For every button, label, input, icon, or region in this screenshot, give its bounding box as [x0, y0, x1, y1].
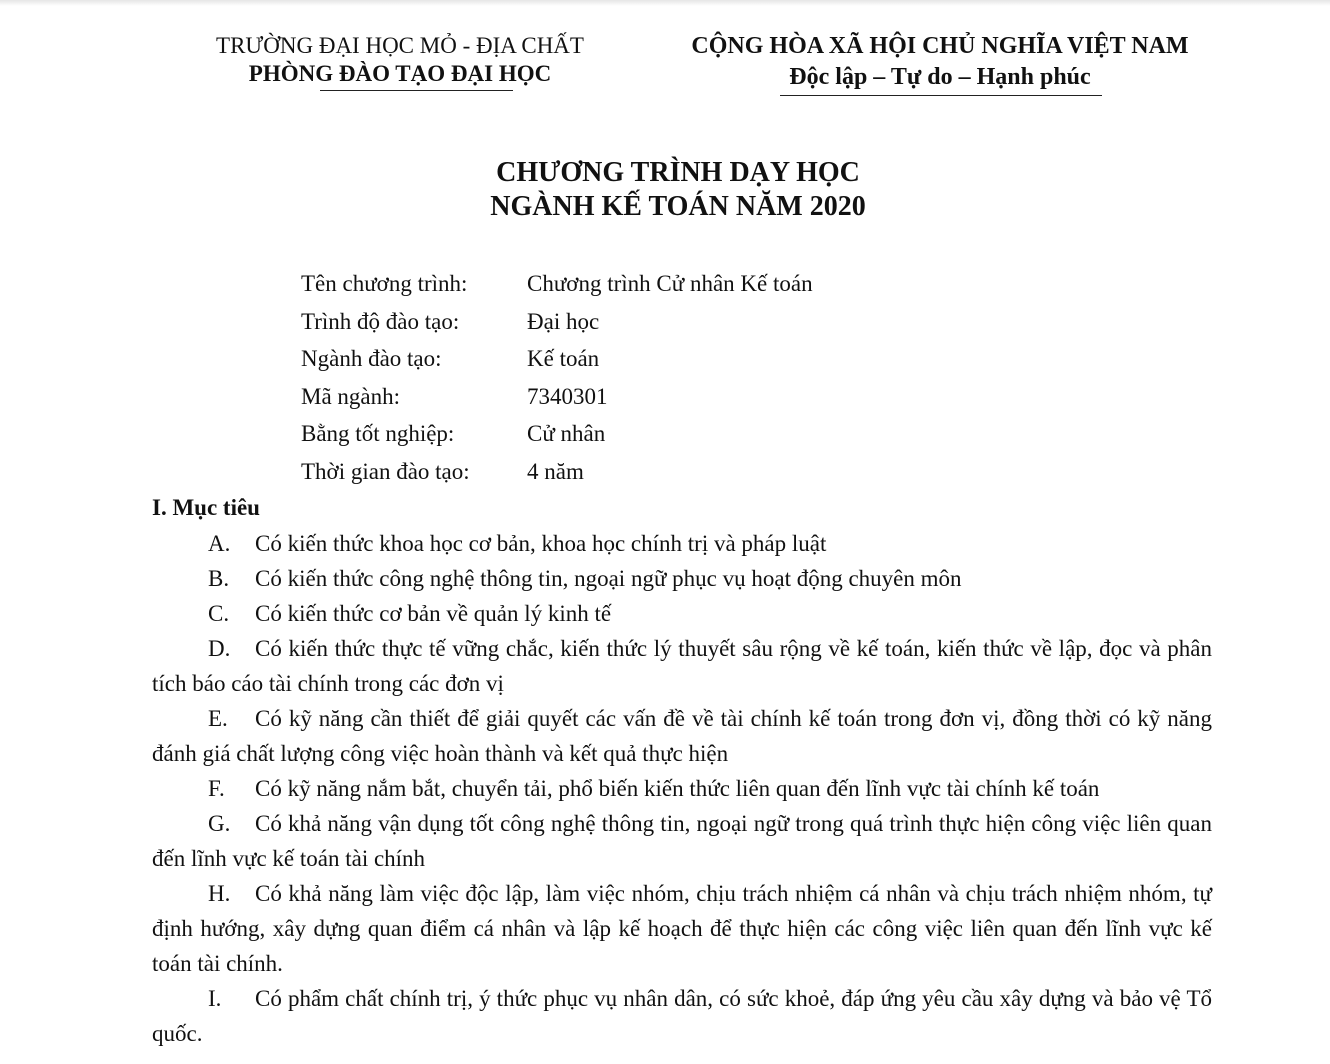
info-value: Chương trình Cử nhân Kế toán — [527, 271, 813, 296]
item-letter: I. — [208, 986, 222, 1011]
list-item — [152, 981, 1212, 1051]
department-name: PHÒNG ĐÀO TẠO ĐẠI HỌC — [248, 61, 552, 86]
item-text: Có kỹ năng nắm bắt, chuyển tải, phổ biến kiến thức liên quan đến lĩnh vực tài chính kế toán — [255, 776, 1100, 801]
info-label: Ngành đào tạo: — [301, 346, 442, 371]
item-letter: E. — [208, 706, 228, 731]
info-row — [301, 415, 813, 453]
list-item — [152, 806, 1212, 876]
info-value: Kế toán — [527, 346, 600, 371]
info-value: 4 năm — [527, 458, 584, 484]
item-letter: G. — [208, 811, 231, 836]
item-letter: F. — [208, 776, 225, 801]
program-info — [301, 265, 813, 490]
info-row — [301, 265, 813, 303]
info-label: Bằng tốt nghiệp: — [301, 421, 455, 446]
info-label: Mã ngành: — [301, 383, 401, 409]
info-value: Đại học — [527, 308, 600, 334]
item-letter: D. — [208, 636, 231, 661]
header-right-underline — [780, 95, 1102, 96]
list-item — [152, 561, 1212, 596]
document-title — [0, 156, 1330, 224]
list-item — [152, 771, 1212, 806]
list-item — [152, 596, 1212, 631]
info-row — [301, 378, 813, 416]
info-row — [301, 340, 813, 378]
item-letter: A. — [208, 531, 231, 556]
national-title: CỘNG HÒA XÃ HỘI CHỦ NGHĨA VIỆT NAM — [691, 33, 1189, 59]
objectives-list — [152, 526, 1212, 1051]
header-national — [660, 32, 1220, 94]
title-line-1: CHƯƠNG TRÌNH DẠY HỌC — [496, 157, 860, 188]
item-text: Có khả năng vận dụng tốt công nghệ thông tin, ngoại ngữ trong quá trình thực hiện công việc liên quan đến lĩnh vực kế toán tài chính — [152, 811, 1212, 871]
university-name: TRƯỜNG ĐẠI HỌC MỎ - ĐỊA CHẤT — [216, 33, 584, 58]
list-item — [152, 701, 1212, 771]
item-text: Có kiến thức cơ bản về quản lý kinh tế — [255, 601, 612, 626]
header-institution — [180, 32, 620, 88]
item-text: Có kiến thức thực tế vững chắc, kiến thức lý thuyết sâu rộng về kế toán, kiến thức về lập, đọc và phân tích báo cáo tài chính trong các đơn vị — [152, 636, 1212, 696]
title-line-2: NGÀNH KẾ TOÁN NĂM 2020 — [490, 191, 866, 222]
national-motto: Độc lập – Tự do – Hạnh phúc — [789, 64, 1091, 90]
item-text: Có khả năng làm việc độc lập, làm việc nhóm, chịu trách nhiệm cá nhân và chịu trách nhiệm nhóm, tự định hướng, xây dựng quan điểm cá nhân và lập kế hoạch để thực hiện các công việc liên quan đến lĩnh vực kế toán tài chính. — [152, 881, 1212, 976]
list-item — [152, 526, 1212, 561]
list-item — [152, 876, 1212, 981]
item-text: Có kỹ năng cần thiết để giải quyết các vấn đề về tài chính kế toán trong đơn vị, đồng thời có kỹ năng đánh giá chất lượng công việc hoàn thành và kết quả thực hiện — [152, 706, 1212, 766]
info-label: Trình độ đào tạo: — [301, 308, 460, 334]
info-label: Tên chương trình: — [301, 271, 468, 296]
item-text: Có kiến thức khoa học cơ bản, khoa học chính trị và pháp luật — [255, 531, 827, 556]
info-value: 7340301 — [527, 383, 608, 409]
header-left-underline — [320, 90, 513, 91]
item-letter: H. — [208, 881, 231, 906]
info-label: Thời gian đào tạo: — [301, 458, 470, 484]
info-value: Cử nhân — [527, 421, 606, 446]
item-text: Có kiến thức công nghệ thông tin, ngoại ngữ phục vụ hoạt động chuyên môn — [255, 566, 962, 591]
item-letter: C. — [208, 601, 230, 626]
list-item — [152, 631, 1212, 701]
item-letter: B. — [208, 566, 230, 591]
item-text: Có phẩm chất chính trị, ý thức phục vụ nhân dân, có sức khoẻ, đáp ứng yêu cầu xây dựng và bảo vệ Tổ quốc. — [152, 986, 1212, 1046]
section-heading: I. Mục tiêu — [152, 495, 260, 520]
info-row — [301, 453, 813, 491]
info-row — [301, 303, 813, 341]
